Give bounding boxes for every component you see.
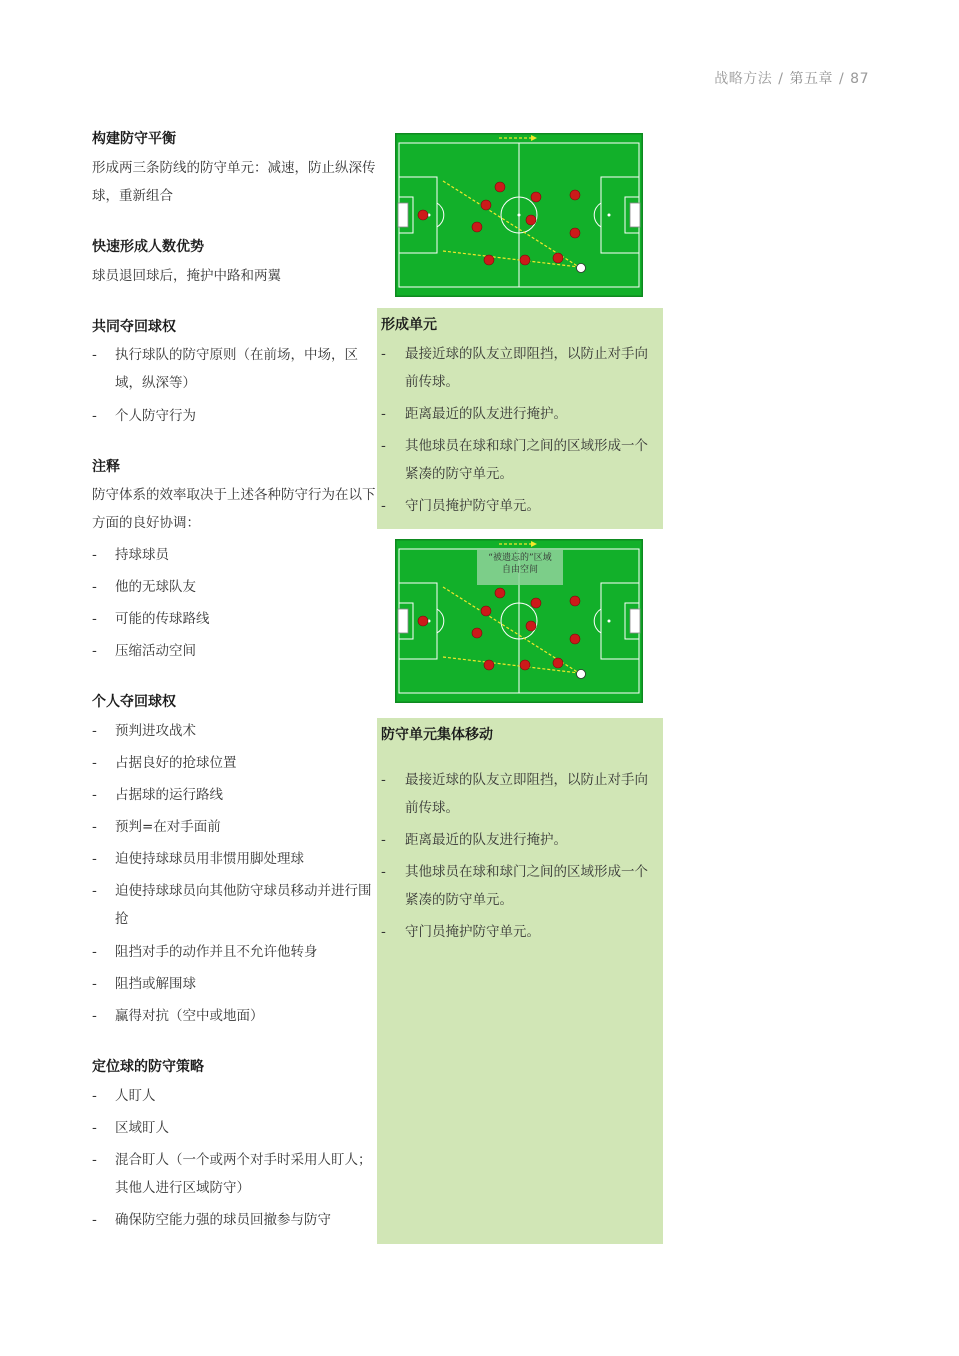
- section-title-individual-recovery: 个人夺回球权: [92, 694, 176, 710]
- list-item: - 守门员掩护防守单元。: [381, 924, 540, 940]
- info-box-title: 形成单元: [381, 317, 437, 333]
- header-section: 战略方法: [714, 71, 773, 87]
- section-title-numeric-superiority: 快速形成人数优势: [92, 239, 204, 255]
- list-item: - 混合盯人（一个或两个对手时采用人盯人；其他人进行区域防守）: [92, 1152, 372, 1196]
- ball-icon: [577, 264, 586, 273]
- pitch-diagram-collective-move: [395, 539, 643, 703]
- list-item: - 区域盯人: [92, 1120, 169, 1136]
- list-item: - 迫使持球球员向其他防守球员移动并进行围抢: [92, 883, 372, 927]
- section-title-set-piece-defense: 定位球的防守策略: [92, 1059, 204, 1075]
- list-item: - 最接近球的队友立即阻挡，以防止对手向前传球。: [381, 346, 648, 390]
- running-header: [714, 68, 869, 88]
- list-item: - 其他球员在球和球门之间的区域形成一个紧凑的防守单元。: [381, 438, 648, 482]
- section-text-defensive-balance: 形成两三条防线的防守单元：减速，防止纵深传球，重新组合: [92, 160, 376, 204]
- zone-label-free-space: 自由空间: [501, 565, 539, 575]
- list-item: - 压缩活动空间: [92, 643, 196, 659]
- list-item: - 个人防守行为: [92, 408, 196, 424]
- ball-icon: [577, 670, 586, 679]
- list-item: - 占据良好的抢球位置: [92, 755, 237, 771]
- list-item: - 可能的传球路线: [92, 611, 210, 627]
- list-item: - 其他球员在球和球门之间的区域形成一个紧凑的防守单元。: [381, 864, 648, 908]
- goal-left-icon: [398, 203, 408, 227]
- list-item: - 距离最近的队友进行掩护。: [381, 832, 567, 848]
- pitch-diagram-form-unit: [395, 133, 643, 297]
- list-item: - 持球球员: [92, 547, 169, 563]
- goal-right-icon: [630, 609, 640, 633]
- list-item: - 人盯人: [92, 1088, 156, 1104]
- page-number: 87: [850, 71, 869, 87]
- list-item: - 执行球队的防守原则（在前场，中场，区域，纵深等）: [92, 347, 358, 391]
- list-item: - 迫使持球球员用非惯用脚处理球: [92, 851, 304, 867]
- zone-label-forgotten: “被遗忘的”区域: [488, 553, 552, 563]
- info-box-title: 防守单元集体移动: [381, 727, 493, 743]
- list-item: - 预判进攻战术: [92, 723, 196, 739]
- list-item: - 最接近球的队友立即阻挡，以防止对手向前传球。: [381, 772, 648, 816]
- list-item: - 守门员掩护防守单元。: [381, 498, 540, 514]
- list-item: - 阻挡对手的动作并且不允许他转身: [92, 944, 318, 960]
- list-item: - 他的无球队友: [92, 579, 196, 595]
- section-title-notes: 注释: [92, 459, 120, 475]
- list-item: - 预判=在对手面前: [92, 819, 221, 835]
- header-separator: /: [778, 71, 784, 87]
- list-item: - 占据球的运行路线: [92, 787, 223, 803]
- section-text-numeric-superiority: 球员退回球后，掩护中路和两翼: [92, 268, 281, 284]
- list-item: - 阻挡或解围球: [92, 976, 196, 992]
- header-chapter: 第五章: [789, 71, 833, 87]
- section-text-notes: 防守体系的效率取决于上述各种防守行为在以下方面的良好协调：: [92, 487, 376, 531]
- list-item: - 距离最近的队友进行掩护。: [381, 406, 567, 422]
- header-separator-2: /: [838, 71, 845, 87]
- list-item: - 赢得对抗（空中或地面）: [92, 1008, 264, 1024]
- goal-left-icon: [398, 609, 408, 633]
- list-item: - 确保防空能力强的球员回撤参与防守: [92, 1212, 331, 1228]
- section-title-defensive-balance: 构建防守平衡: [92, 131, 176, 147]
- goal-right-icon: [630, 203, 640, 227]
- section-title-collective-recovery: 共同夺回球权: [92, 319, 176, 335]
